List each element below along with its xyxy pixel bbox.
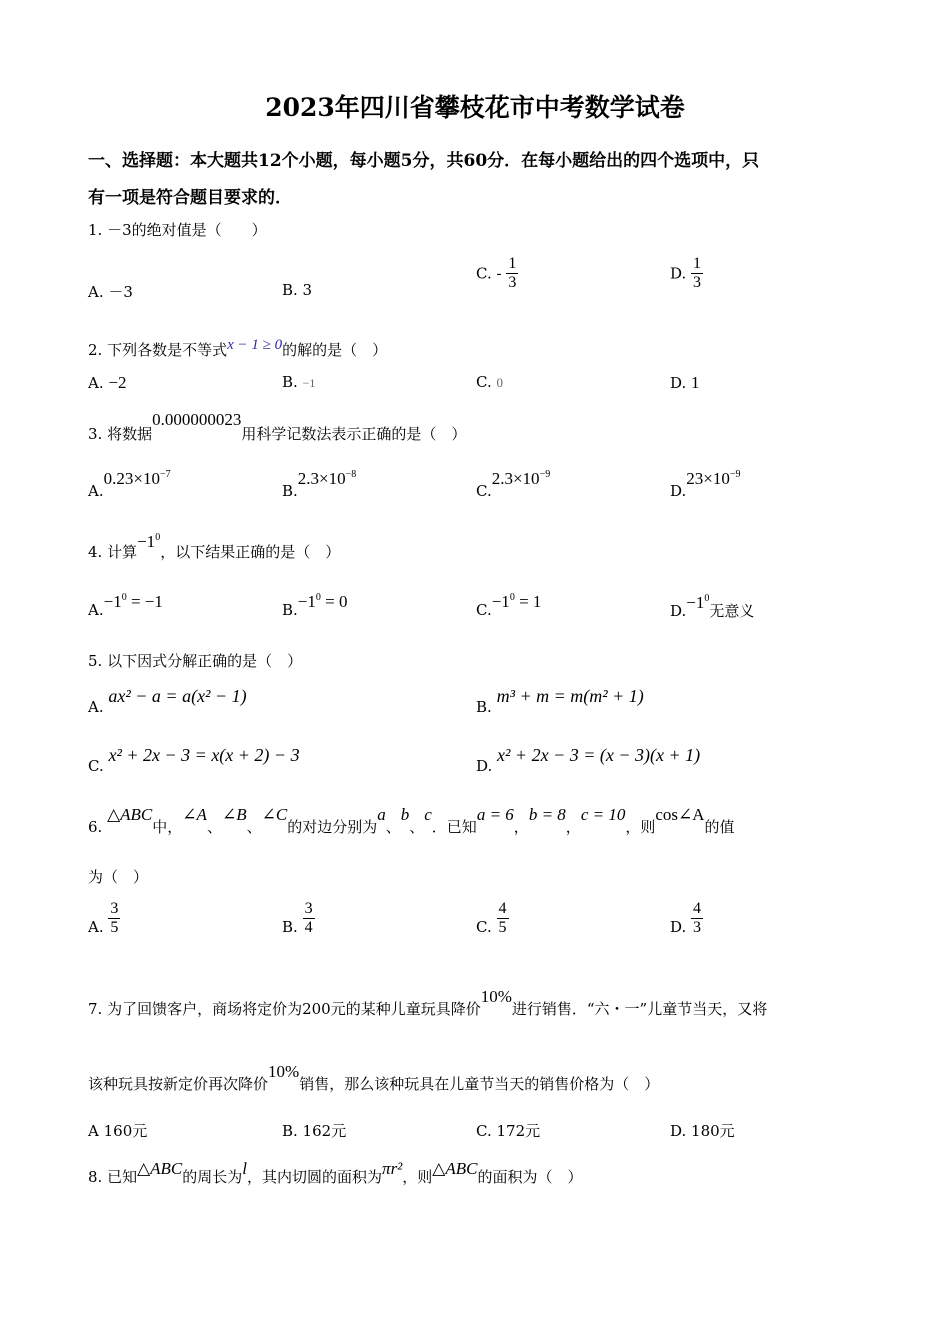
question-4-option-d: $D.-1^0$无意义	[670, 593, 755, 620]
question-5-stem: 5. 以下因式分解正确的是（ ）	[88, 652, 303, 670]
question-5-option-c: C. x² + 2x − 3 = x(x + 2) − 3	[88, 745, 300, 775]
question-5-option-b: B. m³ + m = m(m² + 1)	[476, 686, 644, 716]
question-4-option-c: $C.-1^0 = 1$	[476, 592, 542, 619]
question-7-stem-line1: 7. 为了回馈客户，商场将定价为200元的某种儿童玩具降价10%进行销售．“六・一”儿童节当天，又将	[88, 987, 768, 1018]
question-2-option-c: C. 0	[476, 373, 503, 391]
question-8-stem: 8. 已知△ABC的周长为l，其内切圆的面积为πr²，则△ABC的面积为（ ）	[88, 1159, 583, 1186]
question-3-option-b: $B.2.3\times 10^{-8}$	[282, 469, 357, 500]
question-1-option-c: C. - $\frac{1}{3}$	[476, 255, 517, 291]
question-7-option-b: B. 162元	[282, 1122, 347, 1140]
question-7-option-c: C. 172元	[476, 1122, 541, 1140]
question-5-option-a: A. ax² − a = a(x² − 1)	[88, 686, 247, 716]
question-4-option-a: $A.-1^0 = -1$	[88, 592, 163, 619]
expression: $-1^0$	[137, 532, 161, 551]
question-6-stem: 6. △ABC中，∠A、∠B、∠C的对边分别为a、b、c．已知a = 6，b = 8，c = 10，则cos∠A的值	[88, 805, 735, 836]
fraction: $\frac{1}{3}$	[693, 255, 702, 291]
fraction: $\frac{4}{5}$	[498, 900, 507, 936]
question-7-option-a: A 160元	[88, 1122, 148, 1140]
question-5-option-d: D. x² + 2x − 3 = (x − 3)(x + 1)	[476, 745, 701, 775]
section-heading-line2: 有一项是符合题目要求的．	[88, 188, 292, 208]
inequality-expression: x − 1 ≥ 0	[227, 337, 283, 353]
question-6-option-b: B. $\frac{3}{4}$	[282, 900, 313, 936]
question-4-option-b: $B.-1^0 = 0$	[282, 592, 348, 619]
question-7-option-d: D. 180元	[670, 1122, 735, 1140]
question-3-option-c: $C.2.3\times 10^{-9}$	[476, 469, 551, 500]
question-6-option-a: A. $\frac{3}{5}$	[88, 900, 119, 936]
fraction: $\frac{4}{3}$	[693, 900, 702, 936]
question-1-option-a: A. －3	[88, 283, 133, 301]
question-1-stem: 1. －3的绝对值是（ ）	[88, 221, 267, 239]
decimal-number: 0.000000023	[152, 410, 242, 429]
question-2-stem: 2. 下列各数是不等式x − 1 ≥ 0的解的是（ ）	[88, 337, 388, 359]
question-3-option-a: $A.0.23\times 10^{-7}$	[88, 469, 171, 500]
question-3-stem: 3. 将数据0.000000023用科学记数法表示正确的是（ ）	[88, 410, 467, 443]
fraction: $\frac{3}{4}$	[304, 900, 313, 936]
fraction: $\frac{3}{5}$	[110, 900, 119, 936]
section-heading-line1: 一、选择题：本大题共12个小题，每小题5分，共60分．在每小题给出的四个选项中，只	[88, 151, 760, 171]
question-2-option-d: D. 1	[670, 373, 700, 392]
question-1-option-b: B. 3	[282, 281, 313, 299]
question-2-option-b: B. −1	[282, 373, 316, 391]
fraction: $\frac{1}{3}$	[508, 255, 517, 291]
question-4-stem: 4. 计算$-1^0$，以下结果正确的是（ ）	[88, 532, 341, 561]
question-6-option-d: D. $\frac{4}{3}$	[670, 900, 702, 936]
question-6-stem-line2: 为（ ）	[88, 868, 149, 886]
question-2-option-a: A. −2	[88, 373, 127, 392]
question-3-option-d: $D.23\times 10^{-9}$	[670, 469, 741, 500]
question-7-stem-line2: 该种玩具按新定价再次降价10%销售，那么该种玩具在儿童节当天的销售价格为（ ）	[88, 1062, 660, 1093]
page-title: 2023年四川省攀枝花市中考数学试卷	[265, 93, 685, 122]
question-1-option-d: D. $\frac{1}{3}$	[670, 255, 702, 291]
question-6-option-c: C. $\frac{4}{5}$	[476, 900, 507, 936]
